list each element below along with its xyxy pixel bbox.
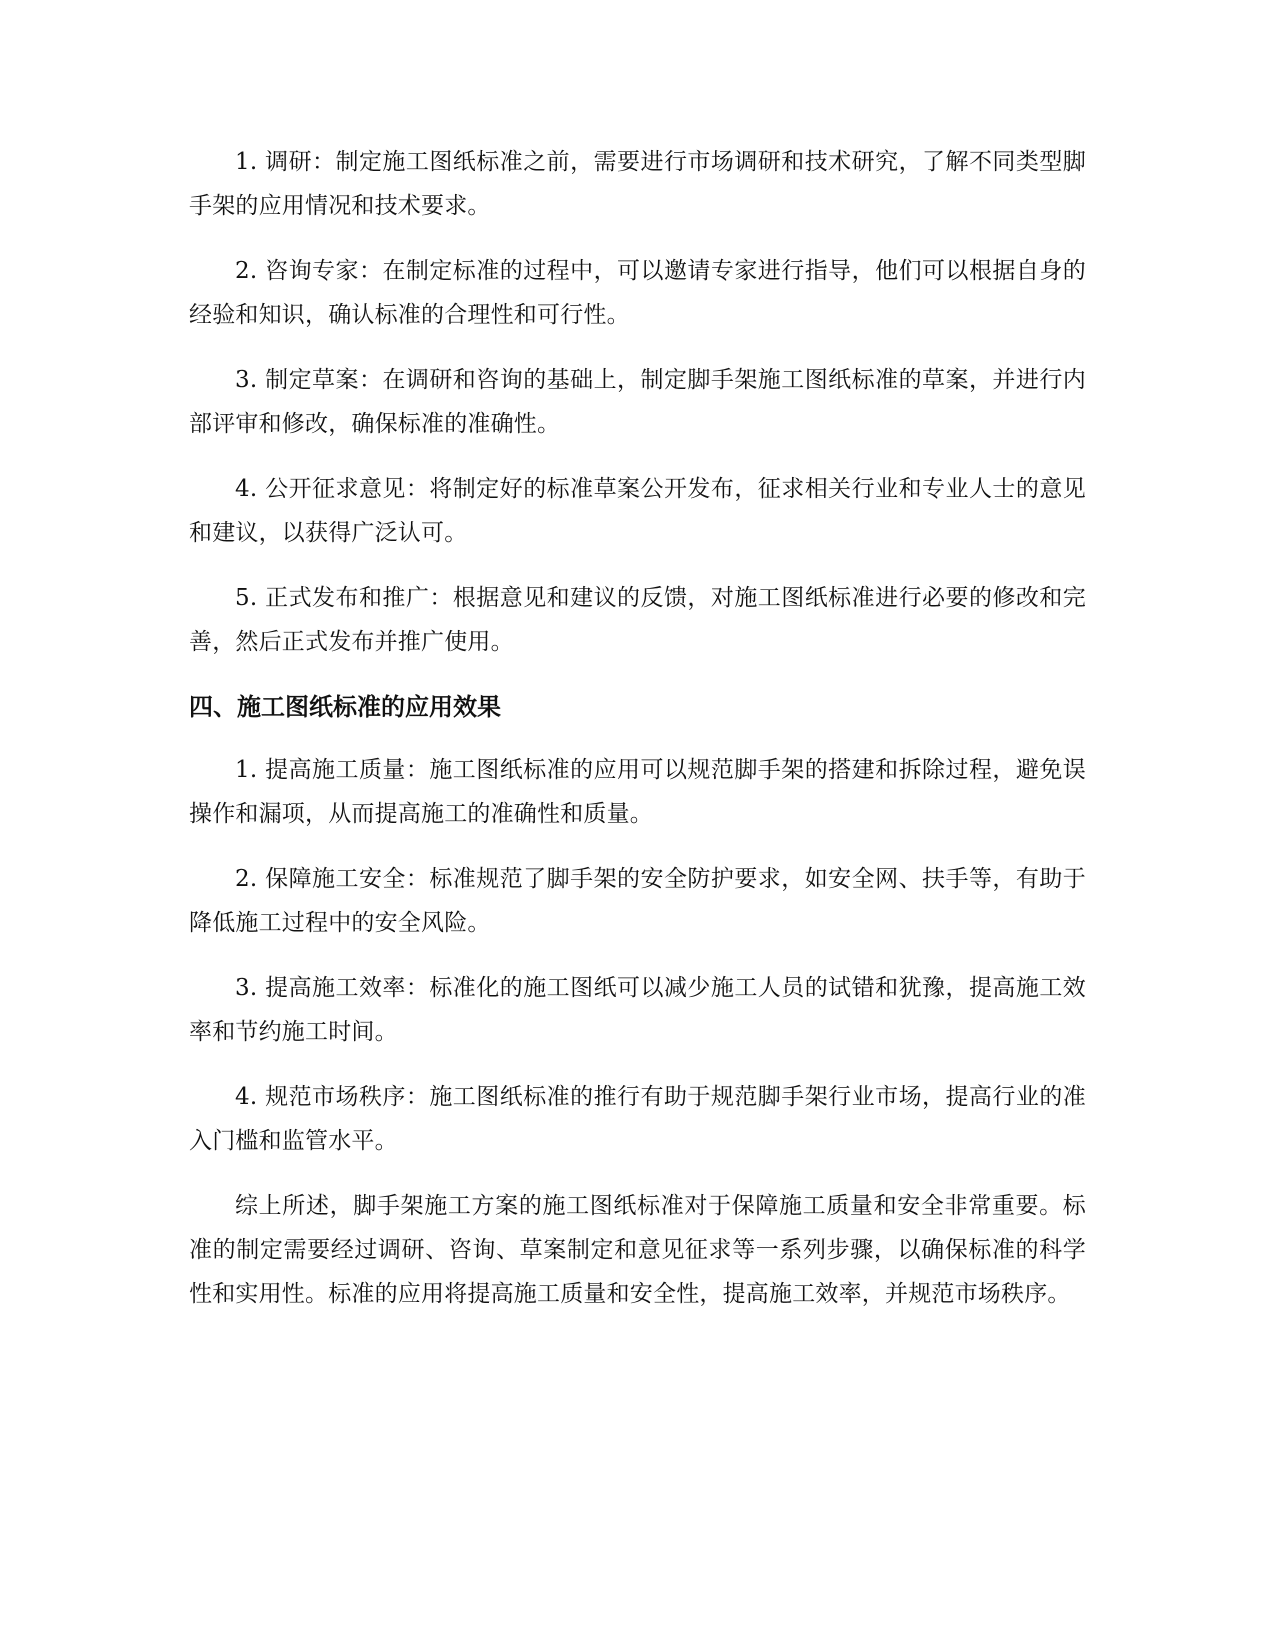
effect-paragraph-quality: 1. 提高施工质量：施工图纸标准的应用可以规范脚手架的搭建和拆除过程，避免误操作和漏项，从而提高施工的准确性和质量。: [189, 757, 1086, 827]
step-paragraph-public-comment: 4. 公开征求意见：将制定好的标准草案公开发布，征求相关行业和专业人士的意见和建议，以获得广泛认可。: [189, 476, 1086, 546]
document-page: [189, 140, 1086, 1337]
effect-paragraph-safety: 2. 保障施工安全：标准规范了脚手架的安全防护要求，如安全网、扶手等，有助于降低施工过程中的安全风险。: [189, 866, 1086, 936]
conclusion-paragraph: 综上所述，脚手架施工方案的施工图纸标准对于保障施工质量和安全非常重要。标准的制定需要经过调研、咨询、草案制定和意见征求等一系列步骤，以确保标准的科学性和实用性。标准的应用将提高施工质量和安全性，提高施工效率，并规范市场秩序。: [189, 1193, 1086, 1307]
step-paragraph-publish: 5. 正式发布和推广：根据意见和建议的反馈，对施工图纸标准进行必要的修改和完善，然后正式发布并推广使用。: [189, 585, 1086, 655]
section-heading: 四、施工图纸标准的应用效果: [189, 693, 501, 721]
step-paragraph-consult-experts: 2. 咨询专家：在制定标准的过程中，可以邀请专家进行指导，他们可以根据自身的经验和知识，确认标准的合理性和可行性。: [189, 258, 1086, 328]
step-paragraph-research: 1. 调研：制定施工图纸标准之前，需要进行市场调研和技术研究，了解不同类型脚手架的应用情况和技术要求。: [189, 149, 1086, 219]
effect-paragraph-efficiency: 3. 提高施工效率：标准化的施工图纸可以减少施工人员的试错和犹豫，提高施工效率和节约施工时间。: [189, 975, 1086, 1045]
step-paragraph-draft: 3. 制定草案：在调研和咨询的基础上，制定脚手架施工图纸标准的草案，并进行内部评审和修改，确保标准的准确性。: [189, 367, 1086, 437]
effect-paragraph-market: 4. 规范市场秩序：施工图纸标准的推行有助于规范脚手架行业市场，提高行业的准入门槛和监管水平。: [189, 1084, 1086, 1154]
